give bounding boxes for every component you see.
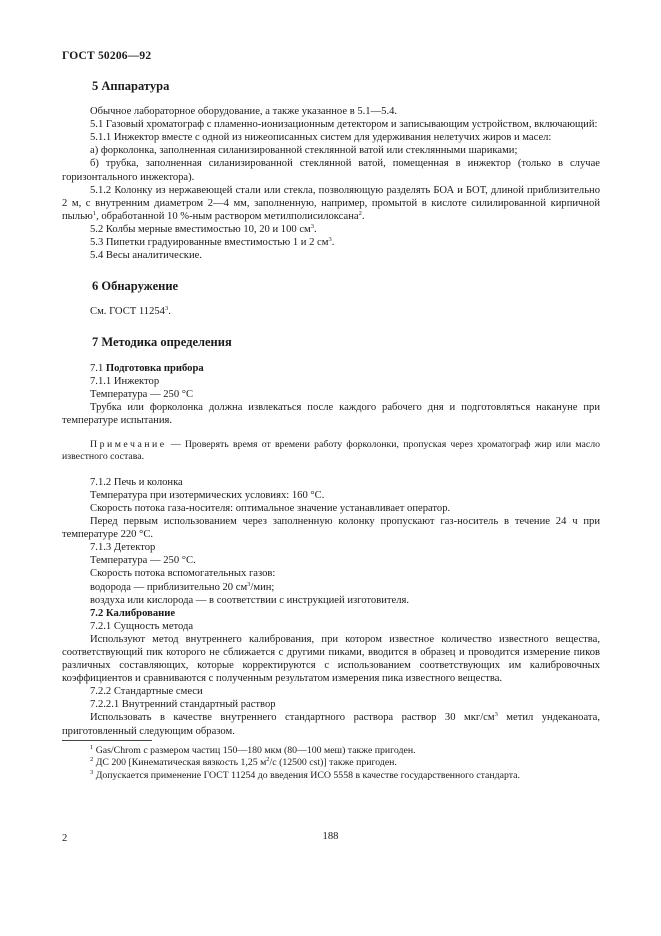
text: . [361, 210, 365, 222]
standard-code: ГОСТ 50206—92 [62, 50, 152, 62]
section-5-heading: 5 Аппаратура [92, 79, 170, 93]
paragraph: 7.2.2.1 Внутренний стандартный раствор [90, 699, 276, 711]
text: См. ГОСТ 11254 [90, 306, 165, 318]
paragraph: 5.4 Весы аналитические. [90, 250, 202, 262]
subsection-heading [62, 362, 600, 375]
footnote-ref: 3 [164, 305, 169, 313]
paragraph: Обычное лабораторное оборудование, а также указанное в 5.1—5.4. [90, 106, 398, 118]
text: , обработанной 10 %-ным раствором метилполисилоксана [96, 210, 359, 222]
subsection-number: 7.1 [90, 362, 104, 374]
text: 5.1.2 Колонку из нержавеющей стали или стекла, позволяющую разделять БОА и БОТ, длиной приблизительно 2 м, с внутренним диаметром 2—4 мм, заполненную, например, промытой в кислоте силилированной кирпичной пылью [62, 184, 600, 222]
document-body [62, 72, 600, 782]
text: 5.3 Пипетки градуированные вместимостью 1 и 2 см [90, 237, 329, 249]
footnote-ref: 2 [358, 209, 362, 217]
subsection-number: 7.2 [90, 607, 104, 619]
note-label: Примечание [90, 438, 167, 450]
text: водорода — приблизительно 20 см [90, 581, 248, 593]
paragraph [62, 223, 600, 236]
superscript: 2 [266, 756, 270, 764]
page-number-center: 188 [322, 831, 339, 842]
text: . [168, 306, 171, 318]
paragraph: 7.1.2 Печь и колонка [90, 476, 183, 488]
page-number-left: 2 [62, 833, 68, 844]
footnote-text: Допускается применение ГОСТ 11254 до введения ИСО 5558 в качестве государственного стандарта. [93, 769, 520, 781]
paragraph: Скорость потока вспомогательных газов: [90, 568, 276, 580]
superscript: 3 [310, 222, 314, 230]
note [62, 439, 600, 464]
text: /мин; [250, 581, 275, 593]
paragraph: 7.1.3 Детектор [90, 542, 156, 554]
list-item: а) форколонка, заполненная силанизированной стеклянной ватой или стеклянными шариками; [90, 145, 518, 157]
paragraph: Используют метод внутреннего калибрования, при котором известное количество известного вещества, соответствующий пик которого не сближается с другими пиками, вводится в образец и проводится измерение пиков различных составляющих, которые корректируются с использованием соответствующих им калибровочных коэффициентов и сравниваются с полученным результатом измерения пика известного вещества. [62, 633, 600, 685]
section-6-heading: 6 Обнаружение [92, 279, 179, 294]
paragraph: 7.1.1 Инжектор [90, 375, 160, 387]
paragraph [62, 184, 600, 223]
section-7-heading: 7 Методика определения [92, 335, 232, 350]
superscript: 3 [494, 711, 498, 719]
subsection-heading [62, 607, 600, 620]
paragraph: Скорость потока газа-носителя: оптимальное значение устанавливает оператор. [90, 502, 451, 514]
paragraph: Температура — 250 °С. [90, 555, 196, 567]
text: . [314, 223, 317, 235]
paragraph: Температура — 250 °С [90, 388, 194, 400]
footnote [62, 745, 600, 758]
text: . [331, 237, 335, 249]
footnote [62, 770, 600, 783]
footnote-ref: 1 [92, 209, 97, 217]
paragraph [62, 305, 600, 318]
paragraph [62, 711, 600, 737]
superscript: 3 [247, 580, 251, 588]
footnote-text: Gas/Chrom с размером частиц 150—180 мкм (80—100 меш) также пригоден. [93, 744, 416, 756]
paragraph: 7.2.2 Стандартные смеси [90, 686, 203, 698]
paragraph: 5.1 Газовый хроматограф с пламенно-ионизационным детектором и записывающим устройством, включающий: [90, 119, 598, 131]
footnote-divider [62, 740, 152, 741]
subsection-title: Подготовка прибора [105, 362, 204, 374]
paragraph: Трубка или форколонка должна извлекаться после каждого рабочего дня и подготовляться накануне при температуре испытания. [62, 401, 600, 426]
paragraph: 7.2.1 Сущность метода [90, 620, 194, 632]
footnote [62, 757, 600, 770]
footnote-mark: 3 [90, 768, 94, 776]
text: метил ундеканоата, приготовленный следующим образом. [62, 712, 601, 737]
subsection-title: Калибрование [105, 607, 176, 619]
paragraph: Перед первым использованием через заполненную колонку пропускают газ-носитель в течение 24 ч при температуре 220 °С. [62, 516, 600, 541]
footnote-mark: 1 [90, 743, 94, 751]
paragraph: 5.1.1 Инжектор вместе с одной из нижеописанных систем для удерживания нелетучих жиров и масел: [90, 132, 552, 144]
list-item: б) трубка, заполненная силанизированной стеклянной ватой, помещенная в инжектор (только в случае горизонтального инжектора). [62, 158, 600, 183]
footnote-text: /с (12500 cst)] также пригоден. [269, 757, 397, 769]
paragraph [62, 581, 600, 594]
text: 5.2 Колбы мерные вместимостью 10, 20 и 100 см [90, 223, 311, 235]
paragraph: Температура при изотермических условиях: 160 °С. [90, 489, 325, 501]
footnote-mark: 2 [90, 756, 94, 764]
footnote-text: ДС 200 [Кинематическая вязкость 1,25 м [93, 757, 267, 769]
paragraph: воздуха или кислорода — в соответствии с инструкцией изготовителя. [90, 594, 410, 606]
paragraph [62, 236, 600, 249]
note-text: — Проверять время от времени работу форколонки, пропуская через хроматограф жир или масло известного состава. [62, 438, 600, 463]
text: Использовать в качестве внутреннего стандартного раствора раствор 30 мкг/см [90, 712, 495, 724]
superscript: 3 [328, 236, 332, 244]
